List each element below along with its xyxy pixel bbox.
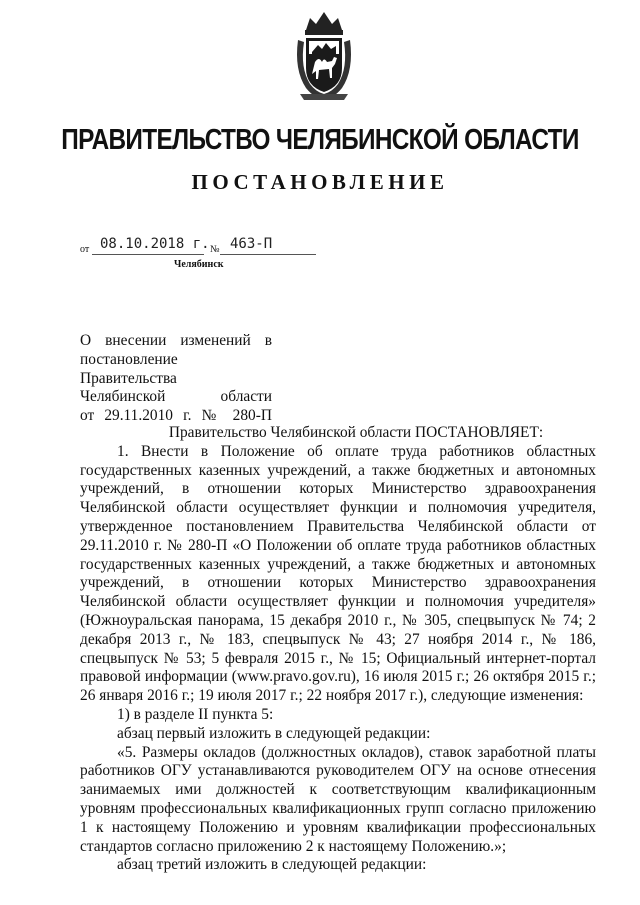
number-value: 463-П	[230, 236, 273, 252]
date-label: от	[80, 244, 90, 255]
chelyabinsk-coat-of-arms-icon	[292, 8, 356, 104]
org-title: ПРАВИТЕЛЬСТВО ЧЕЛЯБИНСКОЙ ОБЛАСТИ	[61, 124, 579, 156]
city: Челябинск	[174, 259, 224, 270]
document-subject	[80, 332, 272, 426]
date-value: 08.10.2018 г.	[100, 236, 210, 252]
subject-line: Челябинской области	[80, 388, 272, 406]
paragraph: абзац первый изложить в следующей редакции:	[117, 724, 431, 742]
paragraph: «5. Размеры окладов (должностных окладов), ставок заработной платы работников ОГУ устанавливаются руководителем ОГУ на основе отнесения занимаемых ими должностей к соответствующим квалификационным уровням профессиональных квалификационных групп согласно приложению 1 к настоящему Положению и уровням квалификации профессиональных стандартов согласно приложению 2 к настоящему Положению.»;	[80, 743, 596, 855]
resolution-intro: Правительство Челябинской области ПОСТАНОВЛЯЕТ:	[168, 424, 544, 441]
doc-type: ПОСТАНОВЛЕНИЕ	[191, 170, 449, 194]
number-underline	[220, 254, 316, 255]
document-date-number	[80, 238, 320, 260]
number-label: №	[210, 244, 220, 255]
date-underline	[92, 254, 204, 255]
paragraph: абзац третий изложить в следующей редакции:	[117, 856, 427, 874]
document-body	[80, 424, 596, 875]
paragraph: 1. Внести в Положение об оплате труда работников областных государственных казенных учреждений, а также бюджетных и автономных учреждений, в отношении которых Министерство здравоохранения Челябинской области осуществляет функции и полномочия учредителя, утвержденное постановлением Правительства Челябинской области от 29.11.2010 г. № 280-П «О Положении об оплате труда работников областных государственных казенных учреждений, а также бюджетных и автономных учреждений, в отношении которых Министерство здравоохранения Челябинской области осуществляет функции и полномочия учредителя» (Южноуральская панорама, 15 декабря 2010 г., № 305, спецвыпуск № 74; 2 декабря 2013 г., № 183, спецвыпуск № 43; 27 ноября 2014 г., № 186, спецвыпуск № 53; 5 февраля 2015 г., № 15; Официальный интернет-портал правовой информации (www.pravo.gov.ru), 16 июля 2015 г.; 26 октября 2015 г.; 26 января 2016 г.; 19 июля 2017 г.; 22 ноября 2017 г.), следующие изменения:	[80, 442, 596, 705]
subject-line: постановление Правительства	[80, 350, 178, 387]
subject-line: от 29.11.2010 г. № 280-П	[80, 407, 272, 425]
paragraph: 1) в разделе II пункта 5:	[117, 705, 274, 723]
subject-line: О внесении изменений в	[80, 332, 272, 349]
